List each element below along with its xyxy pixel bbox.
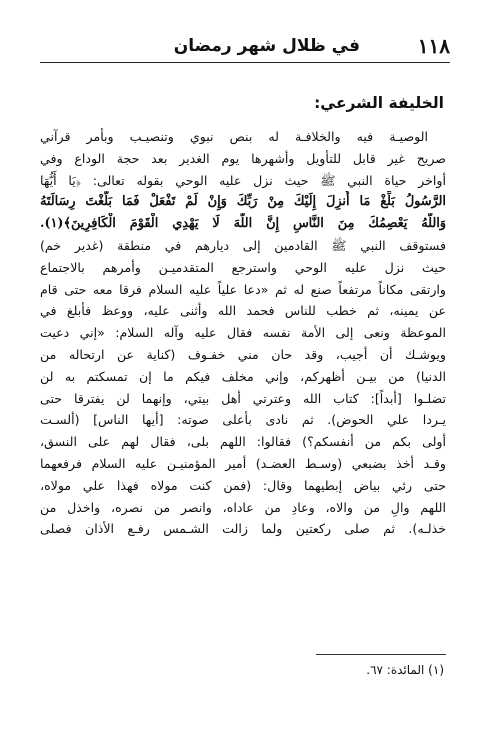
- quran-verse-line: وَاللَّهُ يَعْصِمُكَ مِنَ النَّاسِ إِنَّ اللَّهَ لَا يَهْدِي الْقَوْمَ الْكَافِرِينَ﴾(١).: [40, 216, 446, 232]
- page-number: ١١٨: [417, 34, 450, 58]
- footnote: (١) المائدة: ٦٧.: [366, 663, 444, 677]
- header-divider: [40, 62, 450, 63]
- text-line: عن يمينه، ثم خطب للناس فحمد الله وأثنى عليه، ووعظ فأبلغ في: [40, 303, 446, 319]
- text-line: تضلـوا [أبداً]: كتاب الله وعترتي أهل بيتي، وإنهما لن يفترقا حتى: [40, 390, 446, 406]
- body-paragraphs: [40, 126, 446, 540]
- footnote-divider: [316, 654, 446, 655]
- text-line: أولى بكم من أنفسكم؟) فقالوا: اللهم بلى، فقال لهم على النسق،: [40, 434, 446, 450]
- text-line: وقـد أخذ بضبعي (وسـط العضـد) أمير المؤمنيـن عليه السلام فرفعهما: [40, 455, 446, 471]
- running-title: في ظلال شهر رمضان: [173, 36, 360, 56]
- text-line: يـردا علي الحوض). ثم نادى بأعلى صوته: [أيها الناس] (ألسـت: [40, 412, 446, 428]
- text-line: الموعظة ونعى إلى الأمة نفسه فقال عليه وآله السلام: «إني دعيت: [40, 325, 446, 341]
- text-line: وارتقى مكاناً مرتفعاً صنع له ثم «دعا علياً عليه السلام فرقا معه حتى قام: [40, 281, 446, 297]
- text-line: حيث نزل عليه الوحي واسترجع المتقدميـن وأمرهم بالاجتماع: [40, 259, 446, 275]
- text-line: الوصيـة فيه والخلافـة له بنص نبوي وتنصيـب وبأمر قرآني: [40, 129, 428, 144]
- text-line: صريح غير قابل للتأويل وأشهرها يوم الغدير بعد حجة الوداع وفي: [40, 150, 446, 166]
- text-line: حتى رئي بياض إبطيهما وقال: (فمن كنت مولاه فهذا علي مولاه،: [40, 477, 446, 493]
- text-line: ويوشـك أن أجيب، وقد حان مني خفـوف (كناية عن ارتحاله من: [40, 346, 446, 362]
- section-heading: الخليفة الشرعي:: [314, 94, 444, 112]
- text-line: خذلـه). ثم صلى ركعتين ولما زالت الشـمس رفـع الأذان فصلى: [40, 521, 446, 537]
- text-line: فستوقف النبي ﷺ القادمين إلى ديارهم في منطقة (غدير خم): [40, 237, 446, 253]
- text-line: اللهم والِ من والاه، وعادِ من عاداه، وانصر من نصره، واخذل من: [40, 499, 446, 515]
- page-header: [40, 30, 450, 66]
- quran-verse-line: الرَّسُولُ بَلِّغْ مَا أُنزِلَ إِلَيْكَ مِنْ رَبِّكَ وَإِنْ لَمْ تَفْعَلْ فَمَا بَلَّغْتَ رِسَالَتَهُ: [40, 194, 446, 210]
- text-line: الدنيا) من بيـن أظهركم، وإني مخلف فيكم ما إن تمسكتم به لن: [40, 368, 446, 384]
- text-line: أواخر حياة النبي ﷺ حيث نزل عليه الوحي بقوله تعالى: ﴿يَا أَيُّهَا: [40, 172, 446, 188]
